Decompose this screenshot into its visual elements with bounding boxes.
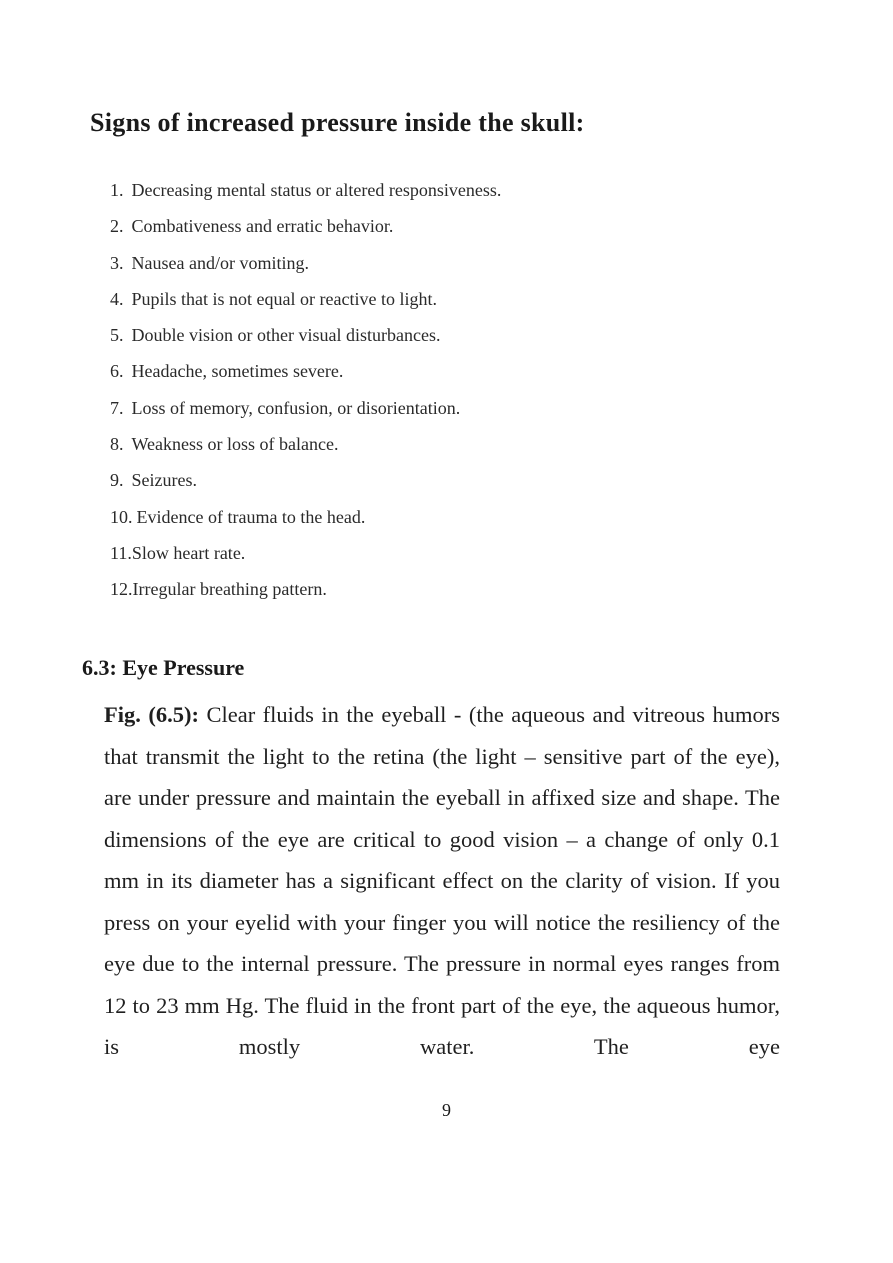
item-text: Irregular breathing pattern. xyxy=(132,579,327,600)
item-number: 7. xyxy=(110,397,124,418)
list-item xyxy=(110,249,501,285)
item-number: 3. xyxy=(110,252,124,273)
list-item xyxy=(110,503,501,539)
item-text: Evidence of trauma to the head. xyxy=(136,506,366,527)
item-number: 2. xyxy=(110,216,124,237)
section-heading: Signs of increased pressure inside the skull: xyxy=(90,108,585,137)
item-number: 4. xyxy=(110,288,124,309)
item-number: 11. xyxy=(110,542,132,563)
list-item xyxy=(110,285,501,321)
item-text: Double vision or other visual disturbances. xyxy=(131,325,441,346)
list-item xyxy=(110,357,501,393)
item-text: Loss of memory, confusion, or disorientation. xyxy=(131,397,461,418)
item-text: Headache, sometimes severe. xyxy=(131,361,344,382)
item-text: Combativeness and erratic behavior. xyxy=(131,216,394,237)
item-text: Decreasing mental status or altered responsiveness. xyxy=(131,180,502,200)
item-text: Weakness or loss of balance. xyxy=(131,434,339,455)
body-paragraph xyxy=(104,694,780,1068)
item-number: 8. xyxy=(110,434,124,455)
signs-list xyxy=(110,176,501,612)
item-number: 12. xyxy=(110,579,133,600)
item-number: 1. xyxy=(110,180,124,200)
paragraph-text: Clear fluids in the eyeball - (the aqueous and vitreous humors that transmit the light to the retina (the light – sensitive part of the eye), are under pressure and maintain the eyeball in affixed size and shape. The dimensions of the eye are critical to good vision – a change of only 0.1 mm in its diameter has a significant effect on the clarity of vision. If you press on your eyelid with your finger you will notice the resiliency of the eye due to the internal pressure. The pressure in normal eyes ranges from 12 to 23 mm Hg. The fluid in the front part of the eye, the aqueous humor, is mostly water. The eye xyxy=(104,702,780,1059)
list-item xyxy=(110,212,501,248)
page-number: 9 xyxy=(442,1100,451,1120)
item-text: Slow heart rate. xyxy=(131,542,246,563)
item-number: 5. xyxy=(110,325,124,346)
item-number: 6. xyxy=(110,361,124,382)
figure-label: Fig. (6.5): xyxy=(104,702,199,727)
item-number: 9. xyxy=(110,470,124,491)
subsection-heading: 6.3: Eye Pressure xyxy=(82,655,245,680)
item-text: Seizures. xyxy=(131,470,197,491)
list-item xyxy=(110,176,501,212)
item-text: Nausea and/or vomiting. xyxy=(131,252,309,273)
list-item xyxy=(110,321,501,357)
list-item xyxy=(110,394,501,430)
list-item xyxy=(110,430,501,466)
item-text: Pupils that is not equal or reactive to light. xyxy=(131,288,437,309)
list-item xyxy=(110,539,501,575)
item-number: 10. xyxy=(110,506,133,527)
list-item xyxy=(110,575,501,611)
list-item xyxy=(110,466,501,502)
